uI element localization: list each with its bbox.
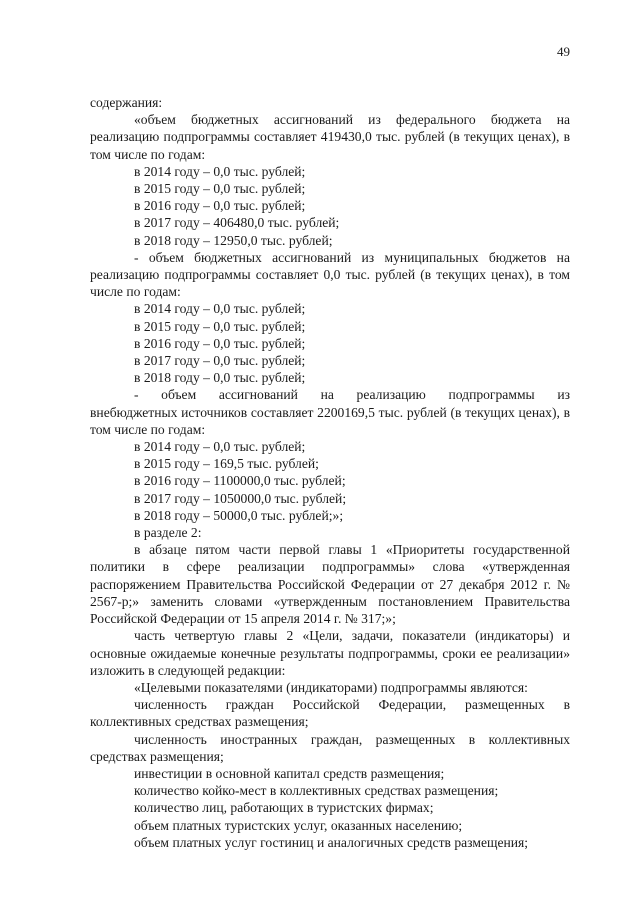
- page-number: 49: [557, 44, 570, 59]
- list-item: в 2014 году – 0,0 тыс. рублей;: [134, 163, 306, 179]
- paragraph-extrabudgetary: внебюджетных источников составляет 2200169,5 тыс. рублей (в текущих ценах), в том числе по годам:: [90, 404, 570, 437]
- paragraph-section-2: часть четвертую главы 2 «Цели, задачи, показатели (индикаторы) и основные ожидаемые конечные результаты подпрограммы, сроки ее реализации» изложить в следующей редакции:: [90, 628, 570, 678]
- paragraph-section-1: в абзаце пятом части первой главы 1 «Приоритеты государственной политики в сфере реализации подпрограммы» слова «утвержденная распоряжением Правительства Российской Федерации от 27 декабря 2012 г. № 2567-р;» заменить словами «утвержденным постановлением Правительства Российской Федерации от 15 апреля 2014 г. № 317;»;: [90, 542, 570, 627]
- paragraph-federal-budget: «объем бюджетных ассигнований из федерального бюджета на реализацию подпрограммы составляет 419430,0 тыс. рублей (в текущих ценах), в том числе по годам:: [90, 112, 570, 162]
- list-item: в 2016 году – 0,0 тыс. рублей;: [134, 198, 306, 214]
- paragraph-indicator: объем платных услуг гостиниц и аналогичных средств размещения;: [134, 834, 529, 850]
- list-item: в 2016 году – 1100000,0 тыс. рублей;: [134, 473, 346, 489]
- word: -: [134, 387, 139, 403]
- text-line: в разделе 2:: [134, 525, 202, 541]
- paragraph-indicators-intro: «Целевыми показателями (индикаторами) подпрограммы являются:: [134, 679, 528, 695]
- list-item: в 2015 году – 0,0 тыс. рублей;: [134, 181, 306, 197]
- list-item: в 2015 году – 169,5 тыс. рублей;: [134, 456, 319, 472]
- paragraph-indicator: инвестиции в основной капитал средств размещения;: [134, 765, 445, 781]
- word: ассигнований: [218, 387, 298, 403]
- word: на: [320, 387, 334, 403]
- paragraph-indicator: объем платных туристских услуг, оказанных населению;: [134, 817, 463, 833]
- list-item: в 2017 году – 0,0 тыс. рублей;: [134, 353, 306, 369]
- list-item: в 2016 году – 0,0 тыс. рублей;: [134, 335, 306, 351]
- paragraph-indicator: численность иностранных граждан, размещенных в коллективных средствах размещения;: [90, 731, 570, 764]
- list-item: в 2014 году – 0,0 тыс. рублей;: [134, 439, 306, 455]
- paragraph-indicator: количество лиц, работающих в туристских фирмах;: [134, 800, 434, 816]
- word: реализацию: [356, 387, 426, 403]
- list-item: в 2017 году – 406480,0 тыс. рублей;: [134, 215, 340, 231]
- paragraph-indicator: численность граждан Российской Федерации, размещенных в коллективных средствах размещения;: [90, 697, 570, 730]
- list-item: в 2018 году – 50000,0 тыс. рублей;»;: [134, 507, 344, 523]
- list-item: в 2014 году – 0,0 тыс. рублей;: [134, 301, 306, 317]
- word: из: [557, 387, 570, 403]
- word: подпрограммы: [448, 387, 535, 403]
- list-item: в 2018 году – 0,0 тыс. рублей;: [134, 370, 306, 386]
- paragraph-indicator: количество койко-мест в коллективных средствах размещения;: [134, 783, 499, 799]
- paragraph-municipal-budget: - объем бюджетных ассигнований из муниципальных бюджетов на реализацию подпрограммы составляет 0,0 тыс. рублей (в текущих ценах), в том числе по годам:: [90, 249, 570, 300]
- paragraph-extrabudgetary-first-line: [90, 386, 570, 403]
- text-line: содержания:: [90, 95, 163, 110]
- list-item: в 2015 году – 0,0 тыс. рублей;: [134, 318, 306, 334]
- document-body: [90, 94, 570, 851]
- word: объем: [161, 387, 197, 403]
- list-item: в 2017 году – 1050000,0 тыс. рублей;: [134, 490, 347, 506]
- list-item: в 2018 году – 12950,0 тыс. рублей;: [134, 232, 333, 248]
